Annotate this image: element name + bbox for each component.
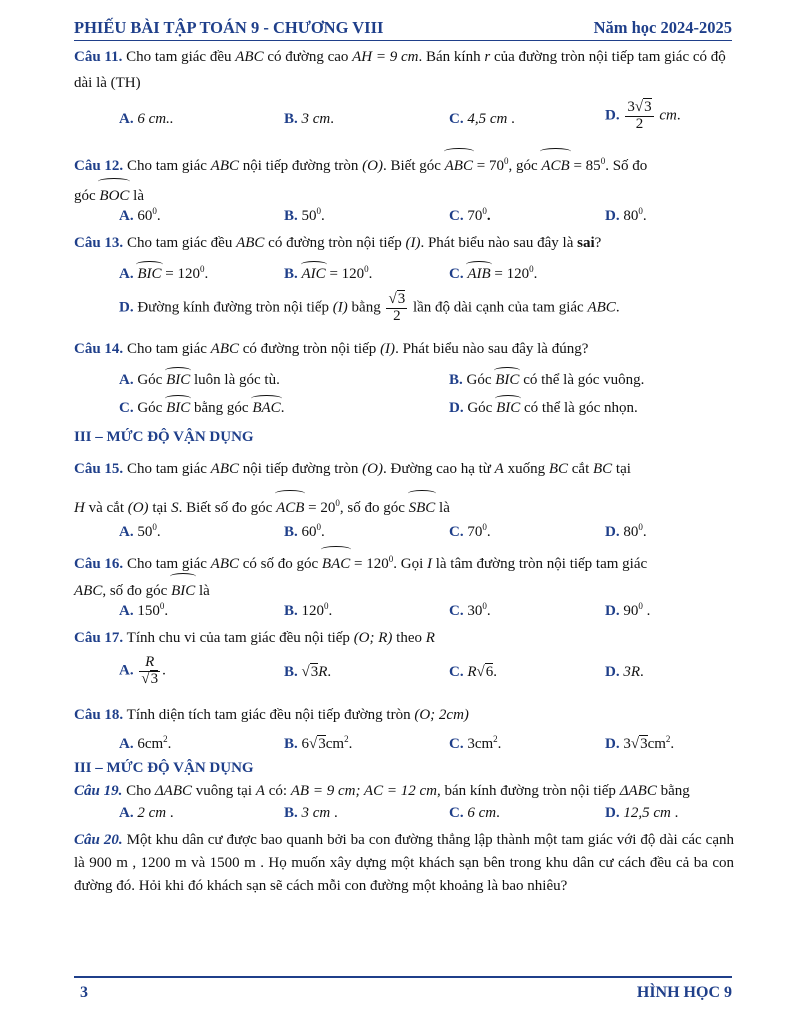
q12-option-c[interactable]: C. $70^0$. bbox=[449, 206, 491, 224]
question-number: Câu 11. bbox=[74, 49, 123, 65]
question-16-line2: ABC, số đo góc BIC là bbox=[74, 576, 734, 604]
question-17: Câu 17. Tính chu vi của tam giác đều nội tiếp (O; R) theo R bbox=[74, 630, 435, 646]
q16-option-c[interactable]: C. $30^0$. bbox=[449, 601, 491, 619]
q16-option-a[interactable]: A. $150^0$. bbox=[119, 601, 169, 619]
q18-option-b[interactable]: B. $6√3cm^2$. bbox=[284, 734, 353, 752]
header-year: Năm học 2024-2025 bbox=[593, 18, 732, 37]
q15-option-c[interactable]: C. $70^0$. bbox=[449, 522, 491, 540]
q14-option-c[interactable]: C. Góc BIC bằng góc BAC. bbox=[119, 400, 285, 416]
q11-option-c[interactable]: C. 4,5 cm . bbox=[449, 111, 515, 127]
q12-option-a[interactable]: A. $60^0$. bbox=[119, 206, 161, 224]
question-14: Câu 14. Cho tam giác ABC có đường tròn nội tiếp (I). Phát biểu nào sau đây là đúng? bbox=[74, 341, 589, 357]
page-footer bbox=[74, 976, 732, 1001]
question-18: Câu 18. Tính diện tích tam giác đều nội tiếp đường tròn (O; 2cm) bbox=[74, 707, 469, 723]
q18-option-d[interactable]: D. $3√3cm^2$. bbox=[605, 734, 675, 752]
footer-subject: HÌNH HỌC 9 bbox=[636, 984, 732, 1001]
q11-option-d[interactable]: D. $\frac{3√3}{2}$ cm. bbox=[605, 99, 681, 132]
question-20: Câu 20. Một khu dân cư được bao quanh bởi ba con đường thẳng lập thành một tam giác với độ dài các cạnh là 900 m , 1200 m và 1500 m . Họ muốn xây dựng một khách sạn bên trong khu dân cư cách đều cả ba con đường đó. Hỏi khi đó khách sạn sẽ cách mỗi con đường một khoảng là bao nhiêu? bbox=[74, 832, 734, 894]
q17-option-a[interactable]: A. $\frac{R}{√3}$ . bbox=[119, 654, 166, 687]
q13-option-b[interactable]: B. AIC = $120^0$. bbox=[284, 264, 373, 282]
question-13: Câu 13. Cho tam giác đều ABC có đường tròn nội tiếp (I). Phát biểu nào sau đây là sai? bbox=[74, 235, 602, 251]
q16-option-b[interactable]: B. $120^0$. bbox=[284, 601, 333, 619]
question-16: Câu 16. Cho tam giác ABC có số đo góc BAC = $120^0$. Gọi I là tâm đường tròn nội tiếp tam giác bbox=[74, 546, 734, 577]
q17-option-b[interactable]: B. √3R. bbox=[284, 664, 332, 680]
q19-option-b[interactable]: B. 3 cm . bbox=[284, 805, 338, 821]
question-12: Câu 12. Cho tam giác ABC nội tiếp đường tròn (O). Biết góc ABC = $70^0$, góc ACB = $85^0$. Số đo bbox=[74, 148, 734, 179]
header-title: PHIẾU BÀI TẬP TOÁN 9 - CHƯƠNG VIII bbox=[74, 18, 384, 37]
q13-option-c[interactable]: C. AIB = $120^0$. bbox=[449, 264, 538, 282]
q14-option-d[interactable]: D. Góc BIC có thể là góc nhọn. bbox=[449, 400, 638, 416]
q13-option-a[interactable]: A. BIC = $120^0$. bbox=[119, 264, 209, 282]
q14-option-b[interactable]: B. Góc BIC có thể là góc vuông. bbox=[449, 372, 645, 388]
q15-option-b[interactable]: B. $60^0$. bbox=[284, 522, 325, 540]
q12-option-d[interactable]: D. $80^0$. bbox=[605, 206, 647, 224]
q19-option-d[interactable]: D. 12,5 cm . bbox=[605, 805, 679, 821]
q19-option-c[interactable]: C. 6 cm. bbox=[449, 805, 500, 821]
q16-option-d[interactable]: D. $90^0$ . bbox=[605, 601, 651, 619]
question-15: Câu 15. Cho tam giác ABC nội tiếp đường tròn (O). Đường cao hạ từ A xuống BC cắt BC tại bbox=[74, 461, 631, 477]
q17-option-c[interactable]: C. R√6. bbox=[449, 664, 497, 680]
q15-option-a[interactable]: A. $50^0$. bbox=[119, 522, 161, 540]
q18-option-c[interactable]: C. $3cm^2$. bbox=[449, 734, 502, 752]
q19-option-a[interactable]: A. 2 cm . bbox=[119, 805, 174, 821]
question-15-line2: H và cắt (O) tại S. Biết số đo góc ACB = $20^0$, số đo góc SBC là bbox=[74, 490, 734, 521]
section-heading-2: III – MỨC ĐỘ VẬN DỤNG bbox=[74, 760, 254, 776]
question-12-line2: góc BOC là bbox=[74, 181, 734, 209]
q11-option-a[interactable]: A. 6 cm.. bbox=[119, 111, 174, 127]
q14-option-a[interactable]: A. Góc BIC luôn là góc tù. bbox=[119, 372, 280, 388]
question-19: Câu 19. Cho ΔABC vuông tại A có: AB = 9 cm; AC = 12 cm, bán kính đường tròn nội tiếp ΔABC bằng bbox=[74, 783, 690, 799]
section-heading: III – MỨC ĐỘ VẬN DỤNG bbox=[74, 429, 254, 445]
q18-option-a[interactable]: A. $6cm^2$. bbox=[119, 734, 172, 752]
q11-option-b[interactable]: B. 3 cm. bbox=[284, 111, 335, 127]
question-11: Câu 11. Cho tam giác đều ABC có đường cao AH = 9 cm. Bán kính r của đường tròn nội tiếp tam giác có độ dài là (TH) bbox=[74, 49, 726, 91]
q17-option-d[interactable]: D. 3R. bbox=[605, 664, 644, 680]
q12-option-b[interactable]: B. $50^0$. bbox=[284, 206, 325, 224]
q13-option-d[interactable]: D. Đường kính đường tròn nội tiếp (I) bằng $\frac{√3}{2}$ lần độ dài cạnh của tam giác ABC. bbox=[119, 291, 620, 324]
q15-option-d[interactable]: D. $80^0$. bbox=[605, 522, 647, 540]
page-header bbox=[74, 16, 732, 41]
page-number: 3 bbox=[80, 984, 88, 1001]
